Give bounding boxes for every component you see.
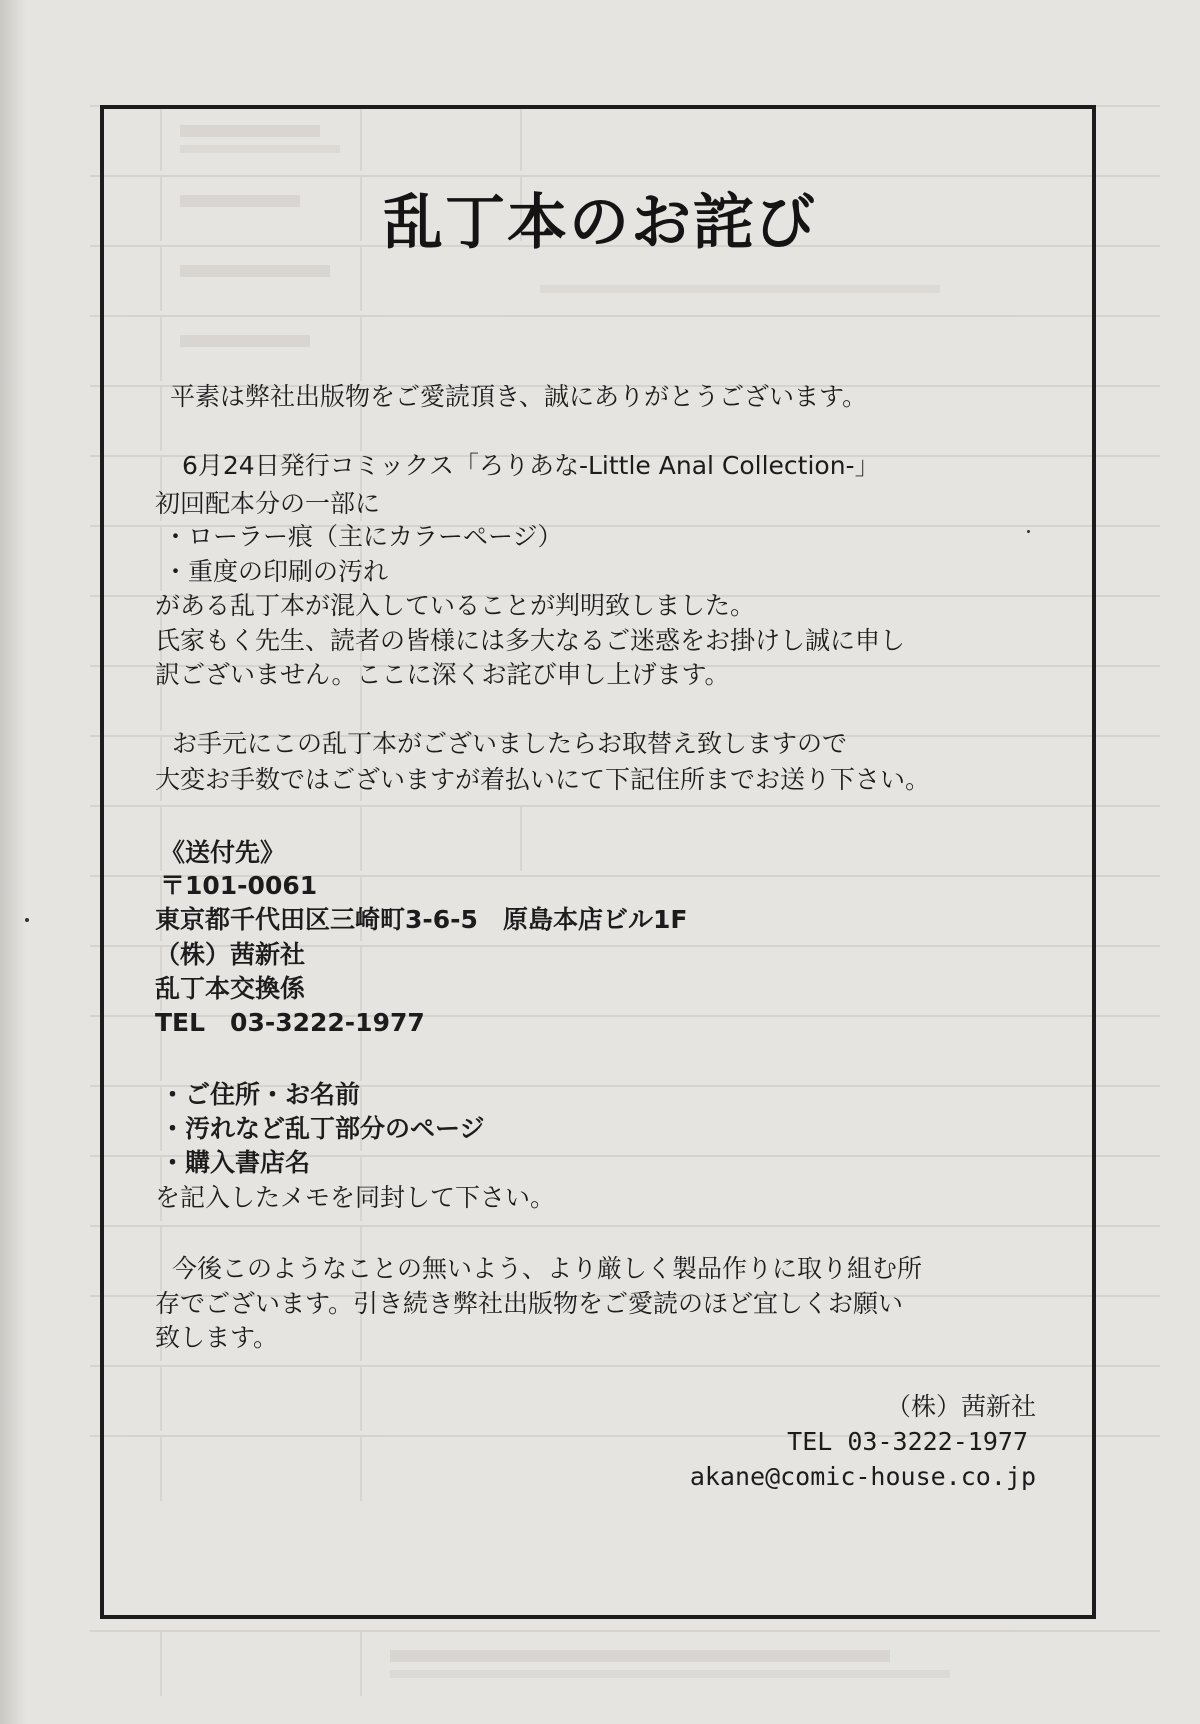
signature-company: （株）茜新社 <box>885 1392 1036 1421</box>
body-line: 初回配本分の一部に <box>155 489 381 518</box>
address-street: 東京都千代田区三崎町3-6-5 原島本店ビル1F <box>155 905 688 934</box>
notice-title: 乱丁本のお詫び <box>383 188 817 258</box>
body-line: 大変お手数ではございますが着払いにて下記住所までお送り下さい。 <box>155 765 931 794</box>
enclose-instruction: を記入したメモを同封して下さい。 <box>155 1183 556 1212</box>
enclose-item: ・ご住所・お名前 <box>160 1080 361 1109</box>
closing-line: 今後このようなことの無いよう、より厳しく製品作りに取り組む所 <box>172 1254 923 1283</box>
enclose-item: ・購入書店名 <box>160 1148 311 1177</box>
address-department: 乱丁本交換係 <box>155 974 306 1003</box>
body-line: ・ローラー痕（主にカラーページ） <box>163 522 563 551</box>
address-tel: TEL 03-3222-1977 <box>155 1008 425 1037</box>
body-line: がある乱丁本が混入していることが判明致しました。 <box>155 591 756 620</box>
body-line: ・重度の印刷の汚れ <box>163 557 389 586</box>
print-speck <box>25 918 29 922</box>
greeting-text: 平素は弊社出版物をご愛読頂き、誠にありがとうございます。 <box>170 382 868 411</box>
body-line: お手元にこの乱丁本がございましたらお取替え致しますので <box>172 729 848 758</box>
body-line: 6月24日発行コミックス「ろりあな-Little Anal Collection-」 <box>182 451 880 480</box>
address-postal: 〒101-0061 <box>160 871 318 900</box>
signature-tel: TEL 03-3222-1977 <box>787 1427 1028 1456</box>
address-company: （株）茜新社 <box>155 940 306 969</box>
address-heading: 《送付先》 <box>160 838 286 867</box>
closing-line: 致します。 <box>155 1323 279 1352</box>
ghost-row <box>90 1630 1160 1696</box>
closing-line: 存でございます。引き続き弊社出版物をご愛読のほど宜しくお願い <box>155 1289 904 1318</box>
enclose-item: ・汚れなど乱丁部分のページ <box>160 1114 485 1143</box>
signature-email: akane@comic-house.co.jp <box>689 1462 1036 1491</box>
body-line: 氏家もく先生、読者の皆様には多大なるご迷惑をお掛けし誠に申し <box>155 626 906 655</box>
body-line: 訳ございません。ここに深くお詫び申し上げます。 <box>155 660 730 689</box>
